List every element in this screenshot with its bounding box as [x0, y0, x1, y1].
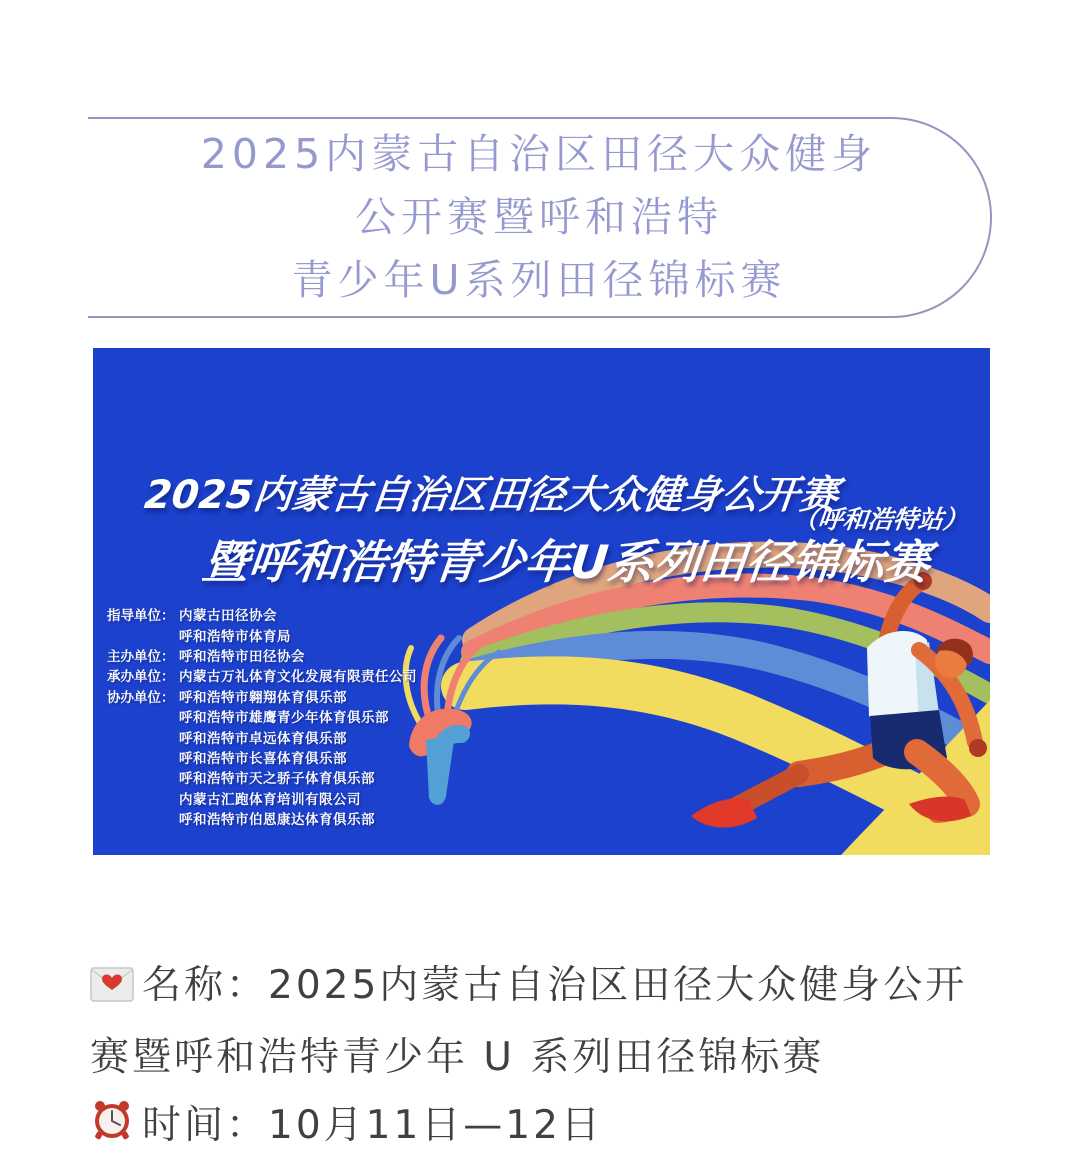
- event-title-line-1: 2025内蒙古自治区田径大众健身: [200, 130, 878, 178]
- event-title-line-3: 青少年U系列田径锦标赛: [291, 256, 787, 304]
- organizer-row: [107, 665, 417, 685]
- organizer-row: [107, 645, 417, 665]
- poster-subheadline: 暨呼和浩特青少年U系列田径锦标赛: [199, 535, 933, 589]
- organizer-row: [107, 686, 417, 706]
- organizer-label: 承办单位：: [107, 669, 175, 686]
- organizer-row: [107, 706, 417, 726]
- torch-icon: [406, 638, 499, 805]
- organizer-row: [107, 767, 417, 787]
- organizer-list: [107, 604, 417, 828]
- event-poster-image[interactable]: [93, 348, 990, 855]
- organizer-row: [107, 624, 417, 644]
- organizer-name: 呼和浩特市长喜体育俱乐部: [179, 750, 347, 767]
- event-title-frame: [88, 117, 992, 318]
- alarm-clock-icon: [90, 1096, 134, 1164]
- event-name-label: 名称：: [142, 963, 269, 1008]
- organizer-label: 指导单位：: [107, 608, 175, 625]
- event-name-line: [90, 952, 990, 1092]
- organizer-row: [107, 788, 417, 808]
- organizer-row: [107, 604, 417, 624]
- organizer-row: [107, 726, 417, 746]
- event-title-line-2: 公开赛暨呼和浩特: [355, 193, 723, 241]
- organizer-name: 内蒙古万礼体育文化发展有限责任公司: [179, 669, 417, 686]
- organizer-name: 内蒙古田径协会: [179, 608, 277, 625]
- poster-station-label: （呼和浩特站）: [791, 505, 970, 534]
- organizer-name: 呼和浩特市田径协会: [179, 648, 305, 665]
- organizer-row: [107, 808, 417, 828]
- love-letter-icon: [90, 956, 134, 1024]
- event-time-label: 时间：: [142, 1103, 269, 1148]
- organizer-label: 协办单位：: [107, 689, 175, 706]
- organizer-label: 主办单位：: [107, 648, 175, 665]
- poster-headline: 2025内蒙古自治区田径大众健身公开赛: [142, 473, 841, 518]
- organizer-name: 内蒙古汇跑体育培训有限公司: [179, 791, 361, 808]
- organizer-name: 呼和浩特市天之骄子体育俱乐部: [179, 771, 375, 788]
- organizer-name: 呼和浩特市卓远体育俱乐部: [179, 730, 347, 747]
- event-time-text: 10月11日—12日: [268, 1103, 603, 1148]
- organizer-row: [107, 747, 417, 767]
- event-time-line: [90, 1092, 990, 1164]
- organizer-name: 呼和浩特市体育局: [179, 628, 291, 645]
- organizer-name: 呼和浩特市伯恩康达体育俱乐部: [179, 812, 375, 829]
- organizer-name: 呼和浩特市雄鹰青少年体育俱乐部: [179, 710, 389, 727]
- event-name-text: 2025内蒙古自治区田径大众健身公开赛暨呼和浩特青少年 U 系列田径锦标赛: [90, 963, 968, 1080]
- info-section: [90, 952, 990, 1164]
- organizer-name: 呼和浩特市翱翔体育俱乐部: [179, 689, 347, 706]
